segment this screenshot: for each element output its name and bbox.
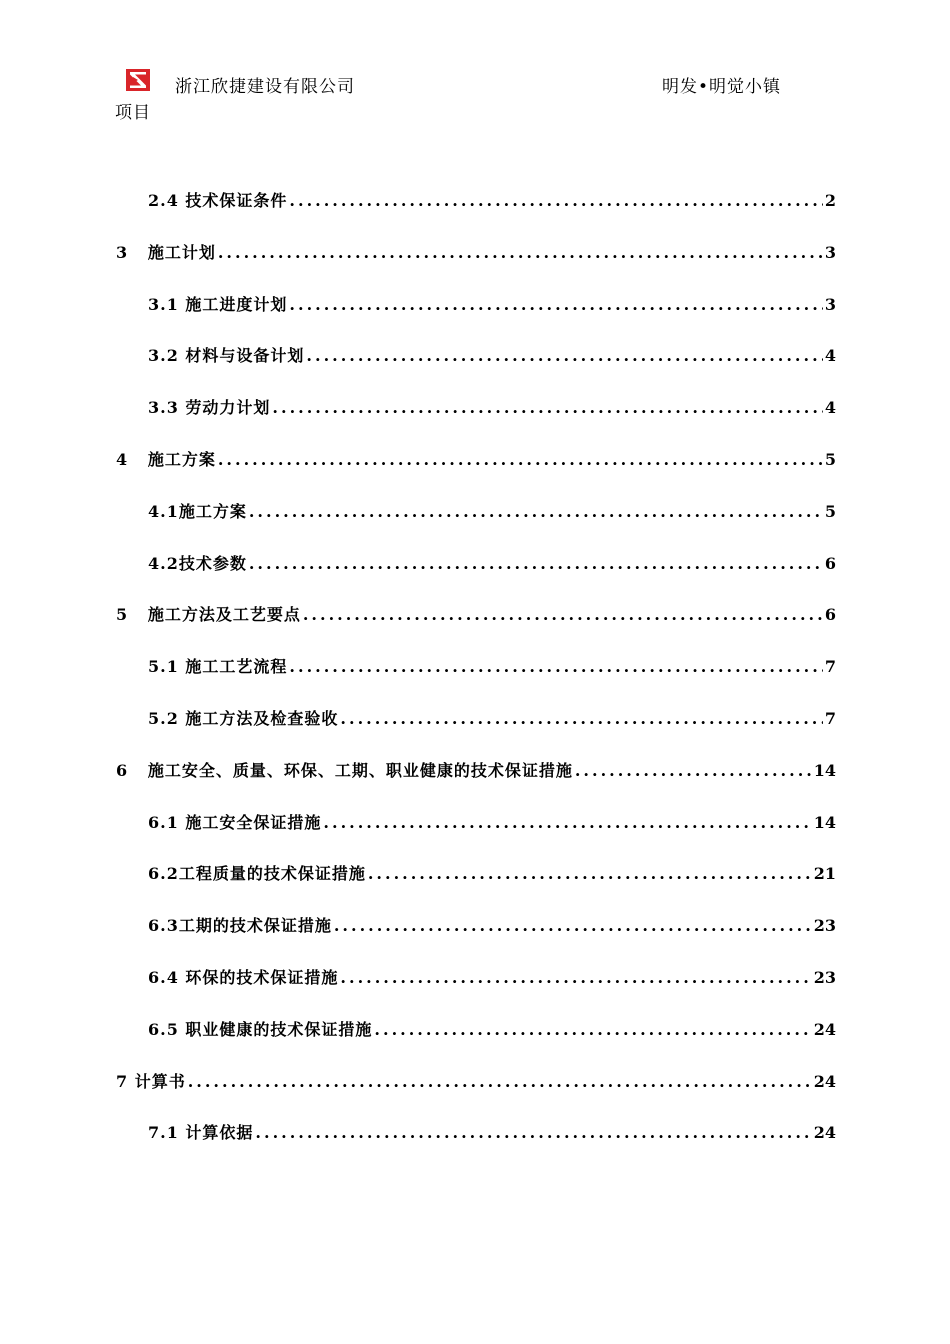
toc-entry-number: 6 xyxy=(116,760,148,780)
toc-dot-leader xyxy=(306,344,822,368)
toc-entry-number: 5.1 xyxy=(148,657,186,677)
toc-entry-page: 2 xyxy=(824,191,836,210)
toc-entry-page: 3 xyxy=(824,294,836,314)
toc-dot-leader xyxy=(218,241,823,265)
toc-entry-page: 5 xyxy=(824,501,836,521)
toc-dot-leader xyxy=(255,1121,811,1145)
toc-dot-leader xyxy=(334,914,812,938)
toc-dot-leader xyxy=(249,500,823,524)
toc-entry-title: 计算书 xyxy=(134,1071,186,1091)
toc-entry-number: 3.3 xyxy=(148,398,186,418)
toc-entry[interactable] xyxy=(148,1121,836,1145)
project-name: 明发•明觉小镇 xyxy=(662,77,782,97)
toc-entry[interactable] xyxy=(148,707,836,731)
toc-entry-title: 技术参数 xyxy=(178,553,247,573)
toc-entry-number: 4.2 xyxy=(148,553,179,573)
toc-entry[interactable] xyxy=(116,241,836,265)
toc-dot-leader xyxy=(374,1018,811,1042)
toc-dot-leader xyxy=(289,293,822,317)
toc-entry-number: 7 xyxy=(116,1071,135,1091)
toc-entry-page: 5 xyxy=(824,450,836,469)
toc-entry-number: 4 xyxy=(116,450,148,469)
toc-entry-title: 计算依据 xyxy=(185,1123,254,1143)
toc-entry-number: 3.1 xyxy=(148,294,186,314)
toc-entry[interactable] xyxy=(148,293,836,317)
toc-dot-leader xyxy=(340,707,822,731)
toc-dot-leader xyxy=(323,811,811,835)
toc-entry-page: 7 xyxy=(824,657,836,677)
toc-entry[interactable] xyxy=(148,966,836,990)
toc-entry-title: 施工进度计划 xyxy=(185,294,288,314)
toc-entry-number: 4.1 xyxy=(148,501,179,521)
toc-entry[interactable] xyxy=(148,344,836,368)
toc-entry-title: 工期的技术保证措施 xyxy=(178,916,332,936)
toc-entry-page: 23 xyxy=(813,916,836,936)
toc-entry[interactable] xyxy=(148,655,836,679)
toc-entry-number: 6.2 xyxy=(148,864,179,884)
toc-entry-title: 技术保证条件 xyxy=(185,191,288,210)
toc-entry[interactable] xyxy=(148,552,836,576)
toc-entry-number: 5.2 xyxy=(148,709,186,728)
toc-entry[interactable] xyxy=(116,759,836,783)
toc-entry-number: 6.1 xyxy=(148,812,186,832)
toc-entry-title: 施工方法及工艺要点 xyxy=(147,605,301,625)
toc-entry-number: 7.1 xyxy=(148,1123,186,1143)
toc-entry-title: 施工工艺流程 xyxy=(185,657,288,677)
toc-entry-title: 施工方案 xyxy=(178,501,247,521)
toc-entry[interactable] xyxy=(148,862,836,886)
company-name: 浙江欣捷建设有限公司 xyxy=(175,77,355,97)
toc-entry-number: 6.4 xyxy=(148,968,186,987)
toc-dot-leader xyxy=(218,448,823,472)
toc-dot-leader xyxy=(575,759,812,783)
toc-dot-leader xyxy=(303,603,823,627)
toc-entry-title: 环保的技术保证措施 xyxy=(185,968,339,987)
toc-entry-title: 材料与设备计划 xyxy=(185,346,305,366)
toc-entry[interactable] xyxy=(148,914,836,938)
toc-dot-leader xyxy=(272,396,822,420)
toc-entry-title: 施工计划 xyxy=(147,242,216,262)
toc-entry-page: 24 xyxy=(813,1019,836,1039)
toc-entry[interactable] xyxy=(148,1018,836,1042)
toc-dot-leader xyxy=(188,1070,812,1094)
toc-entry-number: 2.4 xyxy=(148,191,186,210)
toc-entry-page: 24 xyxy=(813,1071,836,1091)
company-logo-icon xyxy=(126,69,150,91)
toc-entry-page: 21 xyxy=(813,864,836,884)
toc-entry[interactable] xyxy=(116,448,836,472)
toc-entry-page: 6 xyxy=(824,553,836,573)
toc-entry-page: 4 xyxy=(824,398,836,418)
project-name-continued: 项目 xyxy=(115,103,151,123)
toc-entry[interactable] xyxy=(116,1070,836,1094)
toc-entry-title: 工程质量的技术保证措施 xyxy=(178,864,366,884)
toc-entry-page: 7 xyxy=(824,709,836,728)
toc-entry-page: 24 xyxy=(813,1123,836,1143)
toc-dot-leader xyxy=(289,189,822,213)
toc-dot-leader xyxy=(368,862,812,886)
toc-entry-page: 3 xyxy=(824,242,836,262)
toc-entry[interactable] xyxy=(148,189,836,213)
toc-entry-title: 施工安全保证措施 xyxy=(185,812,322,832)
toc-entry-page: 14 xyxy=(813,812,836,832)
toc-entry[interactable] xyxy=(148,396,836,420)
toc-entry-number: 6.5 xyxy=(148,1019,186,1039)
toc-entry-title: 劳动力计划 xyxy=(185,398,271,418)
toc-dot-leader xyxy=(249,552,823,576)
toc-entry-title: 施工方法及检查验收 xyxy=(185,709,339,728)
toc-entry-title: 施工方案 xyxy=(147,450,216,469)
toc-entry-page: 23 xyxy=(813,968,836,987)
toc-entry-page: 4 xyxy=(824,346,836,366)
toc-entry[interactable] xyxy=(116,603,836,627)
toc-entry-title: 施工安全、质量、环保、工期、职业健康的技术保证措施 xyxy=(147,760,573,780)
toc-dot-leader xyxy=(289,655,822,679)
toc-entry-number: 3 xyxy=(116,242,148,262)
toc-entry[interactable] xyxy=(148,500,836,524)
toc-entry-number: 6.3 xyxy=(148,916,179,936)
toc-entry-page: 6 xyxy=(824,605,836,625)
toc-entry[interactable] xyxy=(148,811,836,835)
toc-dot-leader xyxy=(340,966,811,990)
toc-entry-number: 3.2 xyxy=(148,346,186,366)
toc-entry-title: 职业健康的技术保证措施 xyxy=(185,1019,373,1039)
toc-entry-number: 5 xyxy=(116,605,148,625)
toc-entry-page: 14 xyxy=(813,760,836,780)
